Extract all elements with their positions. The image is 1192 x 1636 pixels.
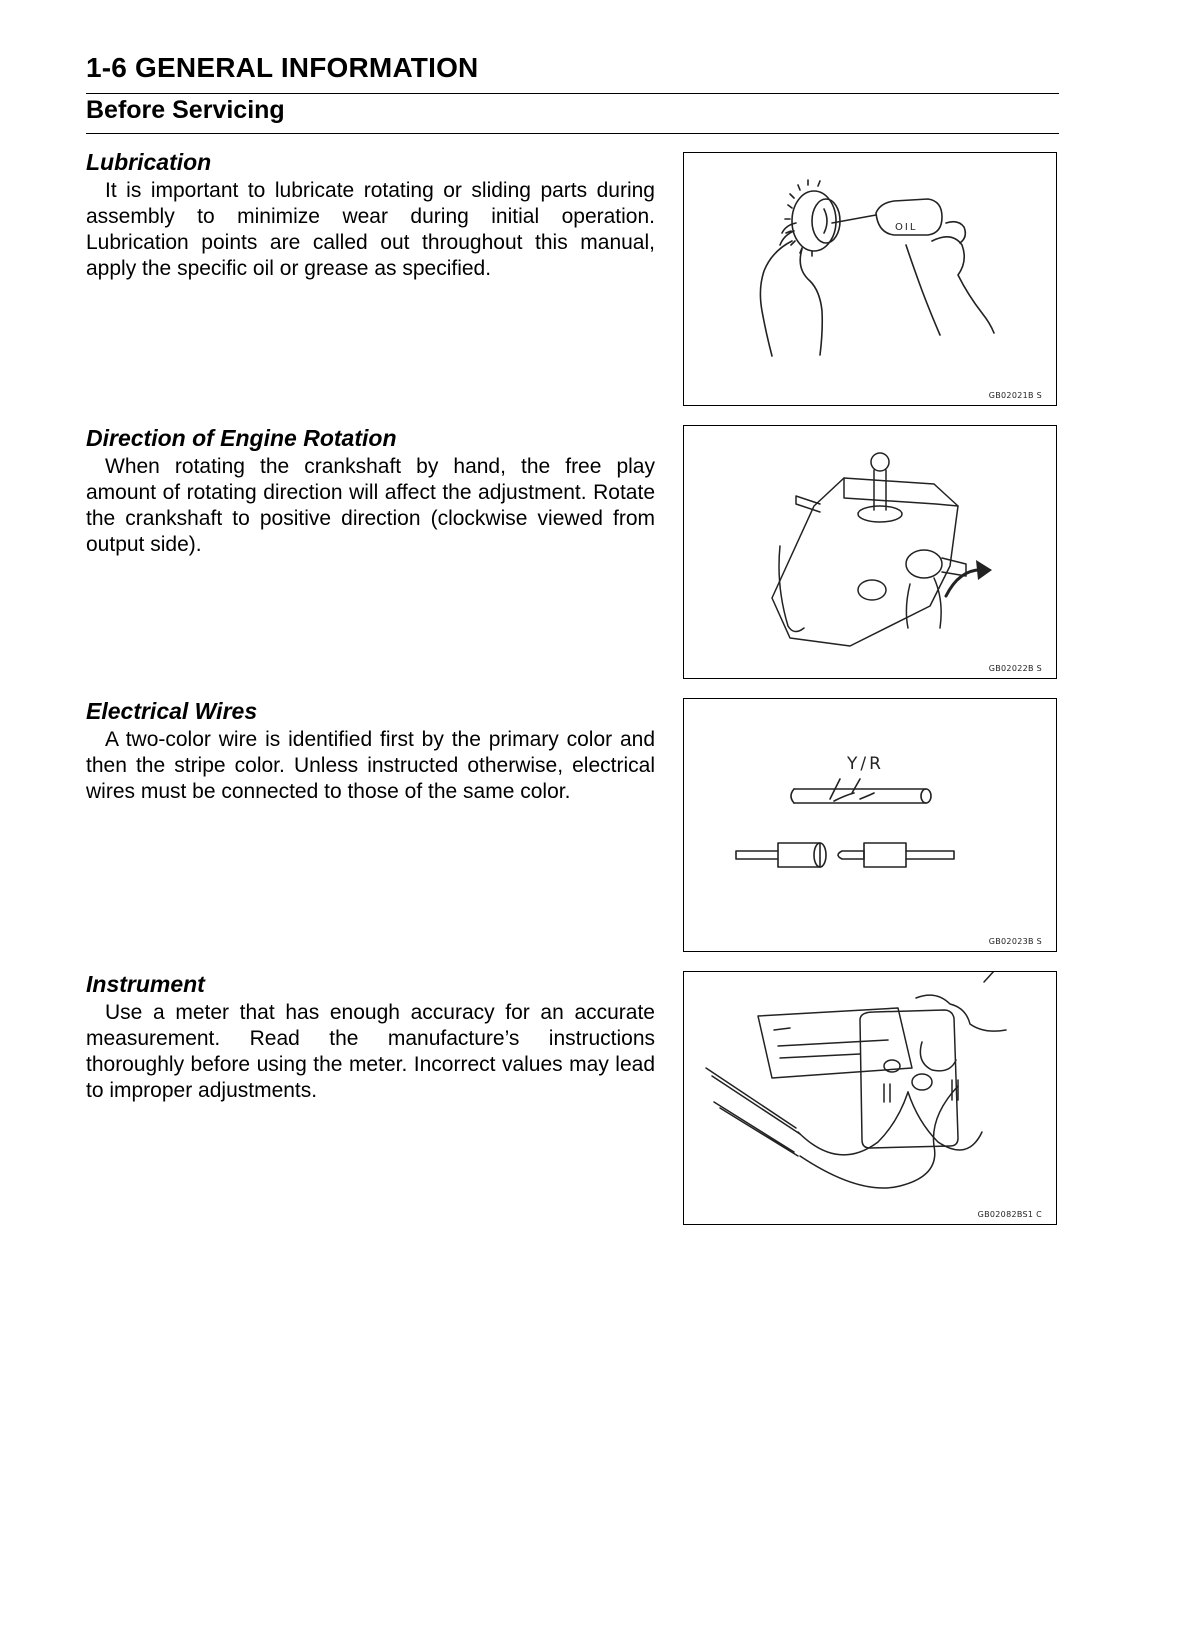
instrument-figure <box>683 971 1057 1225</box>
figure-code: GB02023B S <box>988 937 1042 946</box>
lubrication-figure <box>683 152 1057 406</box>
instrument-section <box>86 971 655 1104</box>
wire-color-label: Y/R <box>847 754 884 774</box>
section-rule <box>86 133 1059 134</box>
engine-rotation-title: Direction of Engine Rotation <box>86 425 397 451</box>
figure-code: GB02082BS1 C <box>977 1210 1042 1219</box>
instrument-title: Instrument <box>86 971 205 997</box>
lubrication-title: Lubrication <box>86 149 212 175</box>
meter-illustration <box>684 972 1055 1223</box>
electrical-wires-title: Electrical Wires <box>86 698 258 724</box>
section-title: Before Servicing <box>86 96 285 124</box>
instrument-body: Use a meter that has enough accuracy for an accurate measurement. Read the manufacture’s instructions thoroughly before using the meter. Incorrect values may lead to improper adjustments. <box>86 1001 655 1102</box>
oiling-gear-illustration <box>684 153 1055 404</box>
figure-code: GB02022B S <box>988 664 1042 673</box>
engine-rotation-body: When rotating the crankshaft by hand, the free play amount of rotating direction will affect the adjustment. Rotate the crankshaft to positive direction (clockwise viewed from output side). <box>86 455 655 556</box>
lubrication-body: It is important to lubricate rotating or sliding parts during assembly to minimize wear during initial operation. Lubrication points are called out throughout this manual, apply the specific oil or grease as specified. <box>86 179 655 280</box>
page-heading: 1-6 GENERAL INFORMATION <box>86 52 479 83</box>
heading-rule <box>86 93 1059 94</box>
electrical-wires-body: A two-color wire is identified first by the primary color and then the stripe color. Unless instructed otherwise, electrical wires must be connected to those of the same color. <box>86 728 655 803</box>
electrical-wires-section <box>86 698 655 805</box>
wire-color-illustration <box>684 699 1055 950</box>
engine-rotation-figure <box>683 425 1057 679</box>
lubrication-section <box>86 149 655 282</box>
engine-rotation-section <box>86 425 655 558</box>
oil-label: OIL <box>895 222 918 233</box>
figure-code: GB02021B S <box>988 391 1042 400</box>
electrical-wires-figure <box>683 698 1057 952</box>
crankshaft-rotation-illustration <box>684 426 1055 677</box>
